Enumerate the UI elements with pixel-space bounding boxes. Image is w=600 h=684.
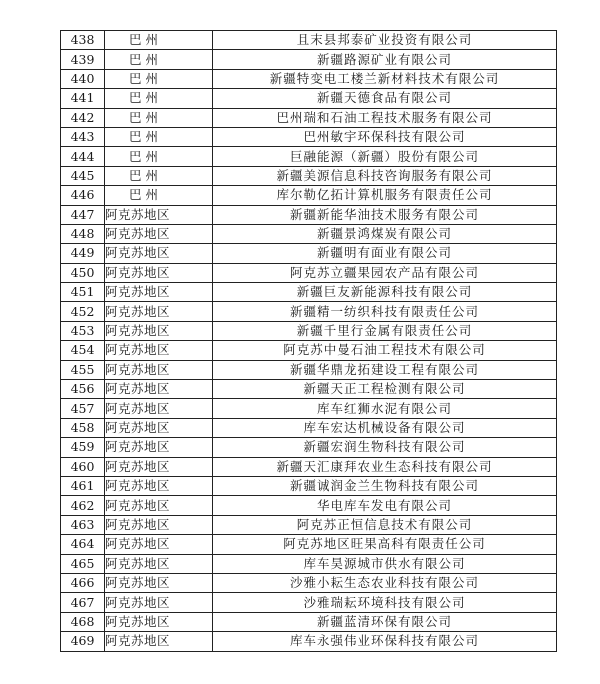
- row-number: 448: [61, 224, 105, 243]
- row-number: 438: [61, 31, 105, 50]
- table-row: [61, 476, 557, 495]
- table-row: [61, 50, 557, 69]
- region-cell: 阿克苏地区: [105, 380, 213, 399]
- row-number: 447: [61, 205, 105, 224]
- table-row: [61, 302, 557, 321]
- region-cell: 阿克苏地区: [105, 205, 213, 224]
- row-number: 453: [61, 321, 105, 340]
- region-cell: 阿克苏地区: [105, 554, 213, 573]
- region-cell: 巴州: [105, 50, 213, 69]
- company-name-cell: 且末县邦泰矿业投资有限公司: [213, 31, 557, 50]
- company-name-cell: 新疆巨友新能源科技有限公司: [213, 283, 557, 302]
- company-name-cell: 库车红狮水泥有限公司: [213, 399, 557, 418]
- table-row: [61, 457, 557, 476]
- row-number: 466: [61, 573, 105, 592]
- table-row: [61, 612, 557, 631]
- company-name-cell: 阿克苏地区旺果高科有限责任公司: [213, 535, 557, 554]
- table-row: [61, 573, 557, 592]
- row-number: 450: [61, 263, 105, 282]
- table-row: [61, 515, 557, 534]
- region-cell: 巴州: [105, 31, 213, 50]
- company-name-cell: 阿克苏立疆果园农产品有限公司: [213, 263, 557, 282]
- company-name-cell: 库车宏达机械设备有限公司: [213, 418, 557, 437]
- company-name-cell: 阿克苏正恒信息技术有限公司: [213, 515, 557, 534]
- company-name-cell: 新疆路源矿业有限公司: [213, 50, 557, 69]
- company-name-cell: 巨融能源（新疆）股份有限公司: [213, 147, 557, 166]
- row-number: 457: [61, 399, 105, 418]
- region-cell: 阿克苏地区: [105, 399, 213, 418]
- region-cell: 阿克苏地区: [105, 593, 213, 612]
- row-number: 451: [61, 283, 105, 302]
- row-number: 467: [61, 593, 105, 612]
- row-number: 469: [61, 632, 105, 651]
- region-cell: 巴州: [105, 186, 213, 205]
- row-number: 463: [61, 515, 105, 534]
- table-row: [61, 399, 557, 418]
- row-number: 459: [61, 438, 105, 457]
- company-name-cell: 巴州敏宇环保科技有限公司: [213, 127, 557, 146]
- table-row: [61, 166, 557, 185]
- table-row: [61, 263, 557, 282]
- region-cell: 巴州: [105, 127, 213, 146]
- row-number: 440: [61, 69, 105, 88]
- region-cell: 巴州: [105, 147, 213, 166]
- company-name-cell: 巴州瑞和石油工程技术服务有限公司: [213, 108, 557, 127]
- table-row: [61, 554, 557, 573]
- table-row: [61, 31, 557, 50]
- row-number: 452: [61, 302, 105, 321]
- row-number: 442: [61, 108, 105, 127]
- company-name-cell: 库车昊源城市供水有限公司: [213, 554, 557, 573]
- table-row: [61, 632, 557, 651]
- region-cell: 阿克苏地区: [105, 573, 213, 592]
- company-name-cell: 新疆精一纺织科技有限责任公司: [213, 302, 557, 321]
- row-number: 449: [61, 244, 105, 263]
- table-row: [61, 438, 557, 457]
- row-number: 439: [61, 50, 105, 69]
- company-name-cell: 新疆天汇康拜农业生态科技有限公司: [213, 457, 557, 476]
- table-row: [61, 205, 557, 224]
- table-row: [61, 418, 557, 437]
- row-number: 468: [61, 612, 105, 631]
- row-number: 441: [61, 89, 105, 108]
- row-number: 464: [61, 535, 105, 554]
- company-name-cell: 新疆明有面业有限公司: [213, 244, 557, 263]
- region-cell: 阿克苏地区: [105, 632, 213, 651]
- region-cell: 阿克苏地区: [105, 535, 213, 554]
- row-number: 443: [61, 127, 105, 146]
- region-cell: 阿克苏地区: [105, 515, 213, 534]
- region-cell: 阿克苏地区: [105, 496, 213, 515]
- company-name-cell: 新疆景鸿煤炭有限公司: [213, 224, 557, 243]
- table-row: [61, 283, 557, 302]
- region-cell: 阿克苏地区: [105, 224, 213, 243]
- company-name-cell: 阿克苏中曼石油工程技术有限公司: [213, 341, 557, 360]
- region-cell: 阿克苏地区: [105, 321, 213, 340]
- region-cell: 阿克苏地区: [105, 263, 213, 282]
- table-row: [61, 147, 557, 166]
- region-cell: 阿克苏地区: [105, 360, 213, 379]
- table-row: [61, 341, 557, 360]
- company-name-cell: 新疆诚润金兰生物科技有限公司: [213, 476, 557, 495]
- row-number: 458: [61, 418, 105, 437]
- region-cell: 阿克苏地区: [105, 612, 213, 631]
- table-row: [61, 496, 557, 515]
- row-number: 454: [61, 341, 105, 360]
- row-number: 456: [61, 380, 105, 399]
- company-name-cell: 新疆新能华油技术服务有限公司: [213, 205, 557, 224]
- table-row: [61, 69, 557, 88]
- table-row: [61, 244, 557, 263]
- table-row: [61, 321, 557, 340]
- region-cell: 阿克苏地区: [105, 244, 213, 263]
- table-body: [61, 31, 557, 652]
- region-cell: 阿克苏地区: [105, 476, 213, 495]
- row-number: 462: [61, 496, 105, 515]
- table-row: [61, 593, 557, 612]
- table-row: [61, 108, 557, 127]
- table-row: [61, 89, 557, 108]
- company-name-cell: 库尔勒亿拓计算机服务有限责任公司: [213, 186, 557, 205]
- company-name-cell: 新疆千里行金属有限责任公司: [213, 321, 557, 340]
- region-cell: 巴州: [105, 108, 213, 127]
- company-name-cell: 沙雅瑞耘环境科技有限公司: [213, 593, 557, 612]
- company-name-cell: 新疆宏润生物科技有限公司: [213, 438, 557, 457]
- row-number: 455: [61, 360, 105, 379]
- region-cell: 阿克苏地区: [105, 457, 213, 476]
- company-name-cell: 新疆蓝清环保有限公司: [213, 612, 557, 631]
- company-name-cell: 库车永强伟业环保科技有限公司: [213, 632, 557, 651]
- region-cell: 巴州: [105, 89, 213, 108]
- region-cell: 阿克苏地区: [105, 418, 213, 437]
- company-name-cell: 新疆华鼎龙拓建设工程有限公司: [213, 360, 557, 379]
- company-name-cell: 新疆天正工程检测有限公司: [213, 380, 557, 399]
- row-number: 445: [61, 166, 105, 185]
- table-row: [61, 360, 557, 379]
- company-name-cell: 新疆天德食品有限公司: [213, 89, 557, 108]
- row-number: 446: [61, 186, 105, 205]
- region-cell: 巴州: [105, 166, 213, 185]
- region-cell: 阿克苏地区: [105, 283, 213, 302]
- company-name-cell: 新疆特变电工楼兰新材料技术有限公司: [213, 69, 557, 88]
- company-name-cell: 新疆美源信息科技咨询服务有限公司: [213, 166, 557, 185]
- region-cell: 阿克苏地区: [105, 438, 213, 457]
- table-row: [61, 127, 557, 146]
- row-number: 444: [61, 147, 105, 166]
- row-number: 465: [61, 554, 105, 573]
- table-row: [61, 535, 557, 554]
- company-name-cell: 沙雅小耘生态农业科技有限公司: [213, 573, 557, 592]
- table-row: [61, 224, 557, 243]
- company-list-table: [60, 30, 557, 652]
- table-row: [61, 380, 557, 399]
- region-cell: 阿克苏地区: [105, 341, 213, 360]
- row-number: 461: [61, 476, 105, 495]
- company-name-cell: 华电库车发电有限公司: [213, 496, 557, 515]
- table-row: [61, 186, 557, 205]
- region-cell: 巴州: [105, 69, 213, 88]
- row-number: 460: [61, 457, 105, 476]
- region-cell: 阿克苏地区: [105, 302, 213, 321]
